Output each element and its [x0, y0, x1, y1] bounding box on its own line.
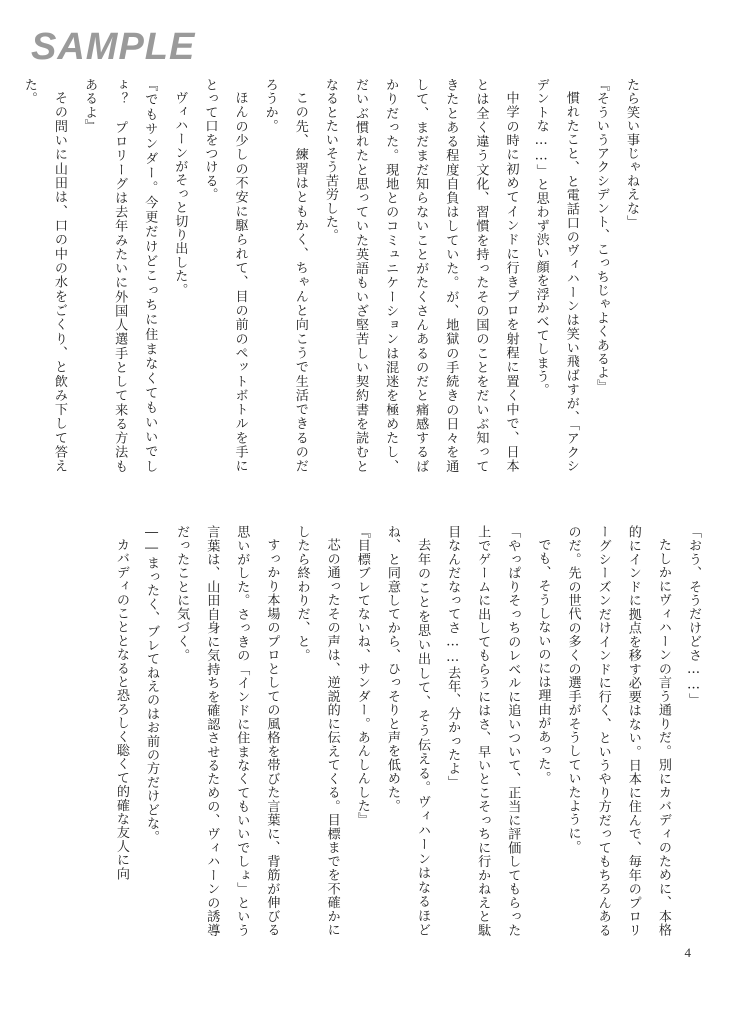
paragraph: その問いに山田は、口の中の水をごくり、と飲み下して答えた。 [21, 78, 67, 473]
paragraph: ほんの少しの不安に駆られて、目の前のペットボトルを手にとって口をつける。 [202, 78, 248, 473]
paragraph: ヴィハーンがそっと切り出した。 [172, 91, 188, 297]
paragraph: 「やっぱりそっちのレベルに追いついて、正当に評価してもらった上でゲームに出してもらうにはさ、早いとこそっちに行かねえと駄目なんだなってさ……去年、分かったよ」 [445, 525, 521, 937]
paragraph: この先、練習はともかく、ちゃんと向こうで生活できるのだろうか。 [262, 78, 308, 473]
text-block-upper [21, 78, 646, 473]
paragraph: ――まったく、ブレてねえのはお前の方だけどな。 [144, 525, 160, 844]
paragraph: すっかり本場のプロとしての風格を帯びた言葉に、背筋が伸びる思いがした。さっきの「インドに住まなくてもいいでしょ」という言葉は、山田自身に気持ちを確認させるための、ヴィハーンの誘導だったことに気づく。 [174, 525, 280, 937]
paragraph: 慣れたこと、と電話口のヴィハーンは笑い飛ばすが、「アクシデントな……」と思わず渋い顔を浮かべてしまう。 [533, 78, 579, 473]
paragraph: 『でもサンダー。今更だけどこっちに住まなくてもいいでしょ？ プロリーグは去年みたいに外国人選手として来る方法もあるよ』 [82, 78, 158, 473]
paragraph: 中学の時に初めてインドに行きプロを射程に置く中で、日本とは全く違う文化、習慣を持ったその国のことをだいぶ知ってきたとある程度自負はしていた。が、地獄の手続きの日々を通して、まだまだ知らないことがたくさんあるのだと痛感するばかりだった。現地とのコミュニケーションは混迷を極めたし、だいぶ慣れたと思っていた英語もいざ堅苦しい契約書を読むとなるとたいそう苦労した。 [322, 78, 519, 473]
paragraph: 『そういうアクシデント、こっちじゃよくあるよ』 [593, 78, 609, 394]
page-number: 4 [684, 945, 691, 960]
paragraph: 去年のことを思い出して、そう伝える。ヴィハーンはなるほどね、と同意してから、ひっそりと声を低めた。 [384, 525, 431, 937]
text-block-lower [113, 525, 708, 937]
paragraph: 「おう、そうだけどさ……」 [686, 525, 701, 707]
paragraph: たしかにヴィハーンの言う通りだ。別にカバディのために、本格的にインドに拠点を移す必要はない。日本に住んで、毎年のプロリーグシーズンだけインドに行く、というやり方だってもちろんあるのだ。先の世代の多くの選手がそうしていたように。 [565, 525, 671, 937]
sample-watermark: SAMPLE [31, 26, 196, 68]
paragraph: カバディのこととなると恐ろしく聡くて的確な友人に向 [113, 538, 129, 881]
paragraph: 芯の通ったその声は、逆説的に伝えてくる。目標までを不確かにしたら終わりだ、と。 [294, 525, 340, 937]
paragraph: 『目標ブレてないね、サンダー。あんしんした』 [354, 525, 370, 827]
paragraph: たら笑い事じゃねえな」 [624, 78, 639, 229]
paragraph: でも、そうしないのには理由があった。 [535, 538, 551, 785]
